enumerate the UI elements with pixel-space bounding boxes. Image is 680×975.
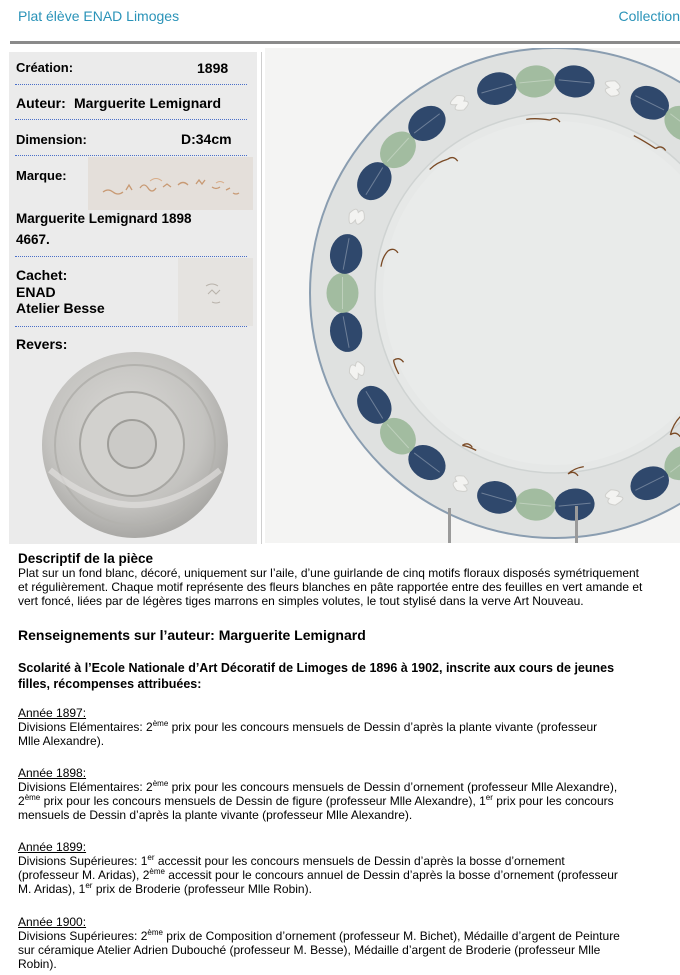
collection-link[interactable]: Collection bbox=[618, 8, 680, 24]
revers-photo bbox=[40, 350, 230, 545]
auteur-heading-block bbox=[18, 628, 680, 642]
annee-line: Divisions Elémentaires: 2ème prix pour les concours mensuels de Dessin d’après la plante vivante (professeur bbox=[18, 719, 598, 734]
scolarite-block bbox=[18, 660, 680, 692]
dimension-value: D:34cm bbox=[181, 131, 232, 147]
descriptif-line: et régulièrement. Chaque motif représente des fleurs blanches en pâte rapportée entre des feuilles en vert amande et bbox=[18, 580, 643, 594]
auteur-heading: Renseignements sur l’auteur: Marguerite Lemignard bbox=[18, 627, 366, 643]
dimension-label: Dimension: bbox=[16, 132, 87, 147]
cachet-label: Cachet: bbox=[16, 267, 68, 283]
annee-title: Année 1899: bbox=[18, 840, 87, 854]
marque-text-1: Marguerite Lemignard 1898 bbox=[16, 211, 192, 226]
dotted-divider bbox=[15, 326, 247, 327]
column-divider bbox=[261, 52, 262, 544]
annee-title: Année 1897: bbox=[18, 706, 87, 720]
cachet-line-1: ENAD bbox=[16, 284, 56, 300]
revers-label: Revers: bbox=[16, 336, 68, 352]
creation-label: Création: bbox=[16, 60, 74, 75]
annee-1897 bbox=[18, 706, 680, 748]
annee-line: 2ème prix pour les concours mensuels de Dessin de figure (professeur Mlle Alexandre), 1er prix pour les concours bbox=[18, 793, 614, 808]
page-title-link[interactable]: Plat élève ENAD Limoges bbox=[18, 8, 180, 24]
auteur-label: Auteur: bbox=[16, 95, 66, 111]
descriptif-line: Plat sur un fond blanc, décoré, uniquement sur l’aile, d’une guirlande de cinq motifs floraux disposés symétriquement bbox=[18, 566, 640, 580]
annee-line: Divisions Elémentaires: 2ème prix pour les concours mensuels de Dessin d’ornement (professeur Mlle Alexandre), bbox=[18, 779, 618, 794]
cachet-line-2: Atelier Besse bbox=[16, 300, 105, 316]
dotted-divider bbox=[15, 256, 247, 257]
annee-1898 bbox=[18, 766, 680, 822]
dotted-divider bbox=[15, 84, 247, 85]
marque-text-2: 4667. bbox=[16, 232, 50, 247]
descriptif-section bbox=[18, 552, 680, 608]
marque-label: Marque: bbox=[16, 168, 67, 183]
annee-line: Divisions Supérieures: 2ème prix de Composition d’ornement (professeur M. Bichet), Médaille d’argent de Peinture bbox=[18, 928, 620, 943]
scolarite-line: filles, récompenses attribuées: bbox=[18, 677, 202, 691]
annee-title: Année 1898: bbox=[18, 766, 87, 780]
plate-photo bbox=[265, 48, 680, 543]
marque-photo bbox=[88, 157, 253, 210]
annee-line: M. Aridas), 1er prix de Broderie (professeur Mlle Robin). bbox=[18, 881, 312, 896]
annee-line: Divisions Supérieures: 1er accessit pour les concours mensuels de Dessin d’après la bosse d’ornement bbox=[18, 853, 565, 868]
annee-line: Mlle Alexandre). bbox=[18, 734, 105, 748]
auteur-value: Marguerite Lemignard bbox=[74, 95, 222, 111]
header-divider bbox=[10, 41, 680, 44]
annee-line: Robin). bbox=[18, 957, 57, 971]
scolarite-line: Scolarité à l’Ecole Nationale d’Art Décoratif de Limoges de 1896 à 1902, inscrite aux cours de jeunes bbox=[18, 661, 615, 675]
dotted-divider bbox=[15, 119, 247, 120]
descriptif-heading: Descriptif de la pièce bbox=[18, 551, 154, 566]
cachet-photo bbox=[178, 258, 253, 326]
annee-line: sur céramique Atelier Adrien Dubouché (professeur M. Besse), Médaille d’argent de Broderie (professeur Mlle bbox=[18, 943, 601, 957]
annee-1900 bbox=[18, 915, 680, 971]
annee-title: Année 1900: bbox=[18, 915, 87, 929]
dotted-divider bbox=[15, 155, 247, 156]
annee-line: mensuels de Dessin d’après la plante vivante (professeur Mlle Alexandre). bbox=[18, 808, 413, 822]
annee-1899 bbox=[18, 840, 680, 896]
page-header bbox=[0, 0, 680, 44]
annee-line: (professeur M. Aridas), 2ème accessit pour le concours annuel de Dessin d’après la bosse d’ornement (professeur bbox=[18, 867, 618, 882]
creation-value: 1898 bbox=[197, 60, 229, 76]
descriptif-line: vert foncé, liées par de légères tiges marrons en simples volutes, le tout stylisé dans la verve Art Nouveau. bbox=[18, 594, 584, 608]
